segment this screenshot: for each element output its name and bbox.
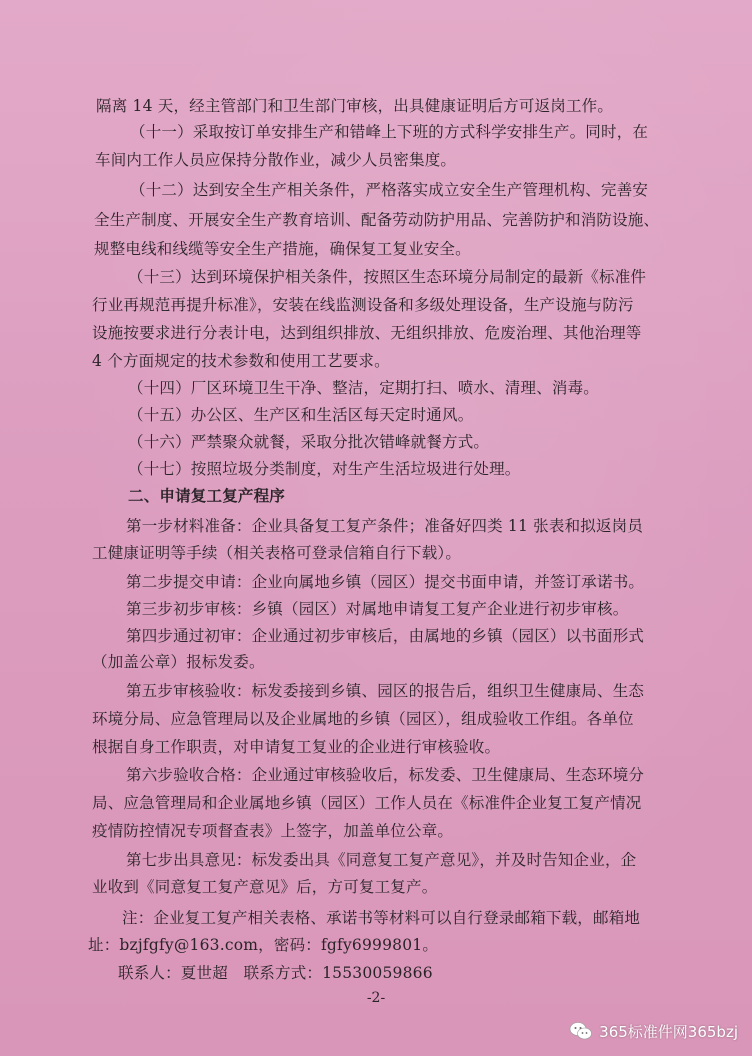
watermark-text: 365标准件网365bzj (599, 1022, 738, 1041)
text-line: （十一）采取按订单安排生产和错峰上下班的方式科学安排生产。同时，在 (130, 123, 649, 141)
text-line: 第四步通过初审：企业通过初步审核后，由属地的乡镇（园区）以书面形式 (126, 627, 645, 645)
text-line: 第二步提交申请：企业向属地乡镇（园区）提交书面申请，并签订承诺书。 (126, 573, 645, 591)
text-line: （十六）严禁聚众就餐，采取分批次错峰就餐方式。 (128, 433, 490, 451)
text-line: 局、应急管理局和企业属地乡镇（园区）工作人员在《标准件企业复工复产情况 (92, 794, 642, 812)
text-line: 第五步审核验收：标发委接到乡镇、园区的报告后，组织卫生健康局、生态 (126, 682, 645, 700)
text-line: 址：bzjfgfy@163.com，密码：fgfy6999801。 (88, 936, 439, 954)
page-number: -2- (366, 990, 386, 1006)
text-line: 根据自身工作职责，对申请复工复业的企业进行审核验收。 (92, 738, 501, 756)
text-line: 行业再规范再提升标准》，安装在线监测设备和多级处理设备，生产设施与防污 (92, 296, 634, 314)
text-line: 工健康证明等手续（相关表格可登录信箱自行下载）。 (92, 544, 462, 562)
section-heading: 二、申请复工复产程序 (128, 486, 286, 505)
text-line: 第六步验收合格：企业通过审核验收后，标发委、卫生健康局、生态环境分 (126, 766, 645, 784)
text-line: 规整电线和线缆等安全生产措施，确保复工复业安全。 (94, 240, 471, 258)
text-line: 业收到《同意复工复产意见》后，方可复工复产。 (92, 878, 438, 896)
wechat-icon (569, 1020, 593, 1042)
text-line: 第三步初步审核：乡镇（园区）对属地申请复工复产企业进行初步审核。 (126, 600, 629, 618)
text-line: （十七）按照垃圾分类制度，对生产生活垃圾进行处理。 (128, 460, 521, 478)
text-line: 设施按要求进行分表计电，达到组织排放、无组织排放、危废治理、其他治理等 (92, 324, 642, 342)
text-line: （十三）达到环境保护相关条件，按照区生态环境分局制定的最新《标准件 (128, 268, 647, 286)
text-line: （十四）厂区环境卫生干净、整洁，定期打扫、喷水、清理、消毒。 (128, 379, 600, 397)
text-line: 第七步出具意见：标发委出具《同意复工复产意见》，并及时告知企业，企 (126, 851, 637, 869)
text-line: 第一步材料准备：企业具备复工复产条件；准备好四类 11 张表和拟返岗员 (126, 517, 644, 535)
text-line: （加盖公章）报标发委。 (92, 653, 265, 671)
text-line: 车间内工作人员应保持分散作业，减少人员密集度。 (95, 151, 457, 169)
text-line: 4 个方面规定的技术参数和使用工艺要求。 (92, 352, 390, 370)
text-line: 隔离 14 天，经主管部门和卫生部门审核，出具健康证明后方可返岗工作。 (96, 97, 614, 115)
watermark (569, 1016, 738, 1046)
text-line: 疫情防控情况专项督查表》上签字，加盖单位公章。 (92, 822, 454, 840)
text-line: （十二）达到安全生产相关条件，严格落实成立安全生产管理机构、完善安 (130, 181, 649, 199)
text-line: 环境分局、应急管理局以及企业属地的乡镇（园区），组成验收工作组。各单位 (92, 710, 634, 728)
text-line: （十五）办公区、生产区和生活区每天定时通风。 (128, 406, 474, 424)
text-line: 联系人：夏世超 联系方式：15530059866 (118, 964, 433, 982)
text-line: 注：企业复工复产相关表格、承诺书等材料可以自行登录邮箱下载，邮箱地 (122, 909, 641, 927)
text-line: 全生产制度、开展安全生产教育培训、配备劳动防护用品、完善防护和消防设施、 (94, 211, 660, 229)
